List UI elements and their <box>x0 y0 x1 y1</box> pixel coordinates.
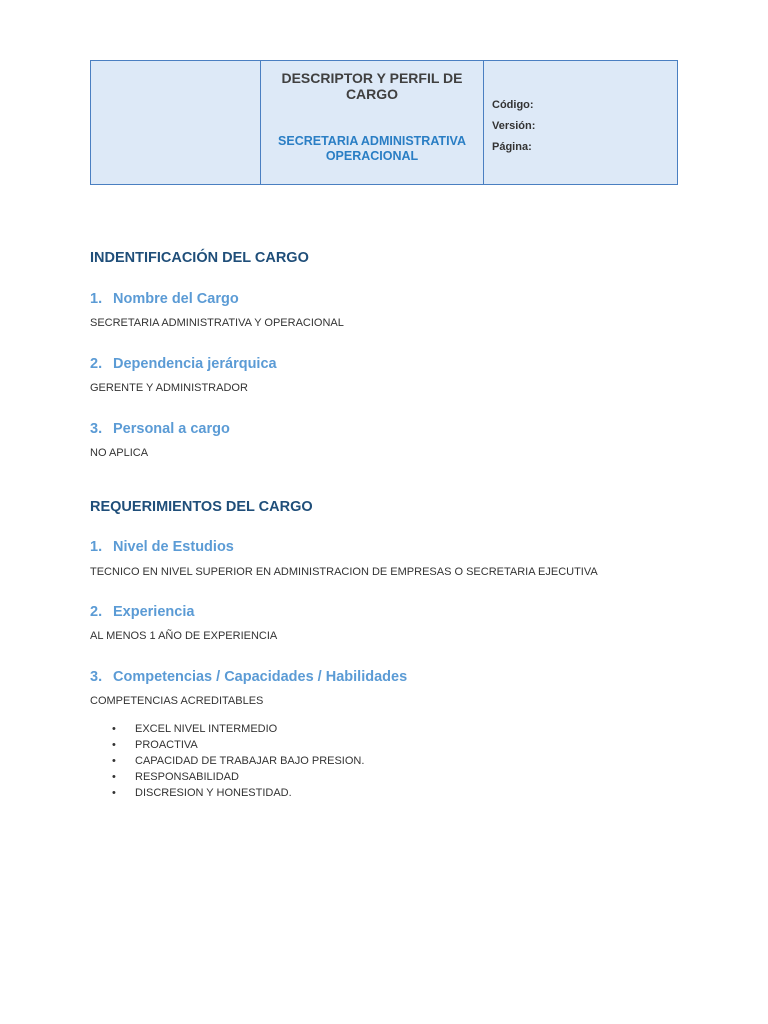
item-number: 2. <box>90 604 103 620</box>
bullet-marker: • <box>112 739 116 751</box>
bullet-marker: • <box>112 787 116 799</box>
item-number: 3. <box>90 669 103 685</box>
identificacion-heading: INDENTIFICACIÓN DEL CARGO <box>90 250 309 266</box>
list-item <box>112 769 364 785</box>
list-item <box>112 737 364 753</box>
document-subtitle: SECRETARIA ADMINISTRATIVA OPERACIONAL <box>278 134 466 163</box>
list-item-text: PROACTIVA <box>135 739 198 751</box>
bullet-marker: • <box>112 771 116 783</box>
item-heading-personal <box>90 421 230 437</box>
pagina-label: Página: <box>492 141 532 153</box>
item-heading-estudios <box>90 539 234 555</box>
list-item-text: EXCEL NIVEL INTERMEDIO <box>135 723 278 735</box>
item-title: Nivel de Estudios <box>113 539 234 555</box>
item-number: 2. <box>90 356 103 372</box>
item-heading-nombre <box>90 291 239 307</box>
item-heading-competencias <box>90 669 407 685</box>
item-title: Dependencia jerárquica <box>113 356 277 372</box>
item-heading-experiencia <box>90 604 194 620</box>
list-item <box>112 721 364 737</box>
competencias-intro-text: COMPETENCIAS ACREDITABLES <box>90 695 264 707</box>
item-title: Competencias / Capacidades / Habilidades <box>113 669 408 685</box>
item-number: 1. <box>90 539 103 555</box>
item-title: Personal a cargo <box>113 421 230 437</box>
bullet-marker: • <box>112 723 116 735</box>
document-title: DESCRIPTOR Y PERFIL DE CARGO <box>281 70 463 102</box>
requerimientos-heading: REQUERIMIENTOS DEL CARGO <box>90 499 313 515</box>
list-item <box>112 753 364 769</box>
title-cell <box>261 61 484 184</box>
list-item-text: DISCRESION Y HONESTIDAD. <box>135 787 292 799</box>
item-title: Experiencia <box>113 604 195 620</box>
experiencia-text: AL MENOS 1 AÑO DE EXPERIENCIA <box>90 630 278 642</box>
logo-cell <box>91 61 261 184</box>
item-number: 3. <box>90 421 103 437</box>
bullet-marker: • <box>112 755 116 767</box>
version-label: Versión: <box>492 120 536 132</box>
list-item <box>112 785 364 801</box>
item-heading-dependencia <box>90 356 277 372</box>
item-title: Nombre del Cargo <box>113 291 239 307</box>
document-header-table <box>90 60 678 185</box>
list-item-text: CAPACIDAD DE TRABAJAR BAJO PRESION. <box>135 755 365 767</box>
competencias-list <box>112 721 364 801</box>
personal-text: NO APLICA <box>90 447 149 459</box>
estudios-text: TECNICO EN NIVEL SUPERIOR EN ADMINISTRACION DE EMPRESAS O SECRETARIA EJECUTIVA <box>90 566 598 578</box>
list-item-text: RESPONSABILIDAD <box>135 771 239 783</box>
dependencia-text: GERENTE Y ADMINISTRADOR <box>90 382 248 394</box>
nombre-cargo-text: SECRETARIA ADMINISTRATIVA Y OPERACIONAL <box>90 317 344 329</box>
meta-cell <box>484 61 677 184</box>
item-number: 1. <box>90 291 103 307</box>
codigo-label: Código: <box>492 99 534 111</box>
